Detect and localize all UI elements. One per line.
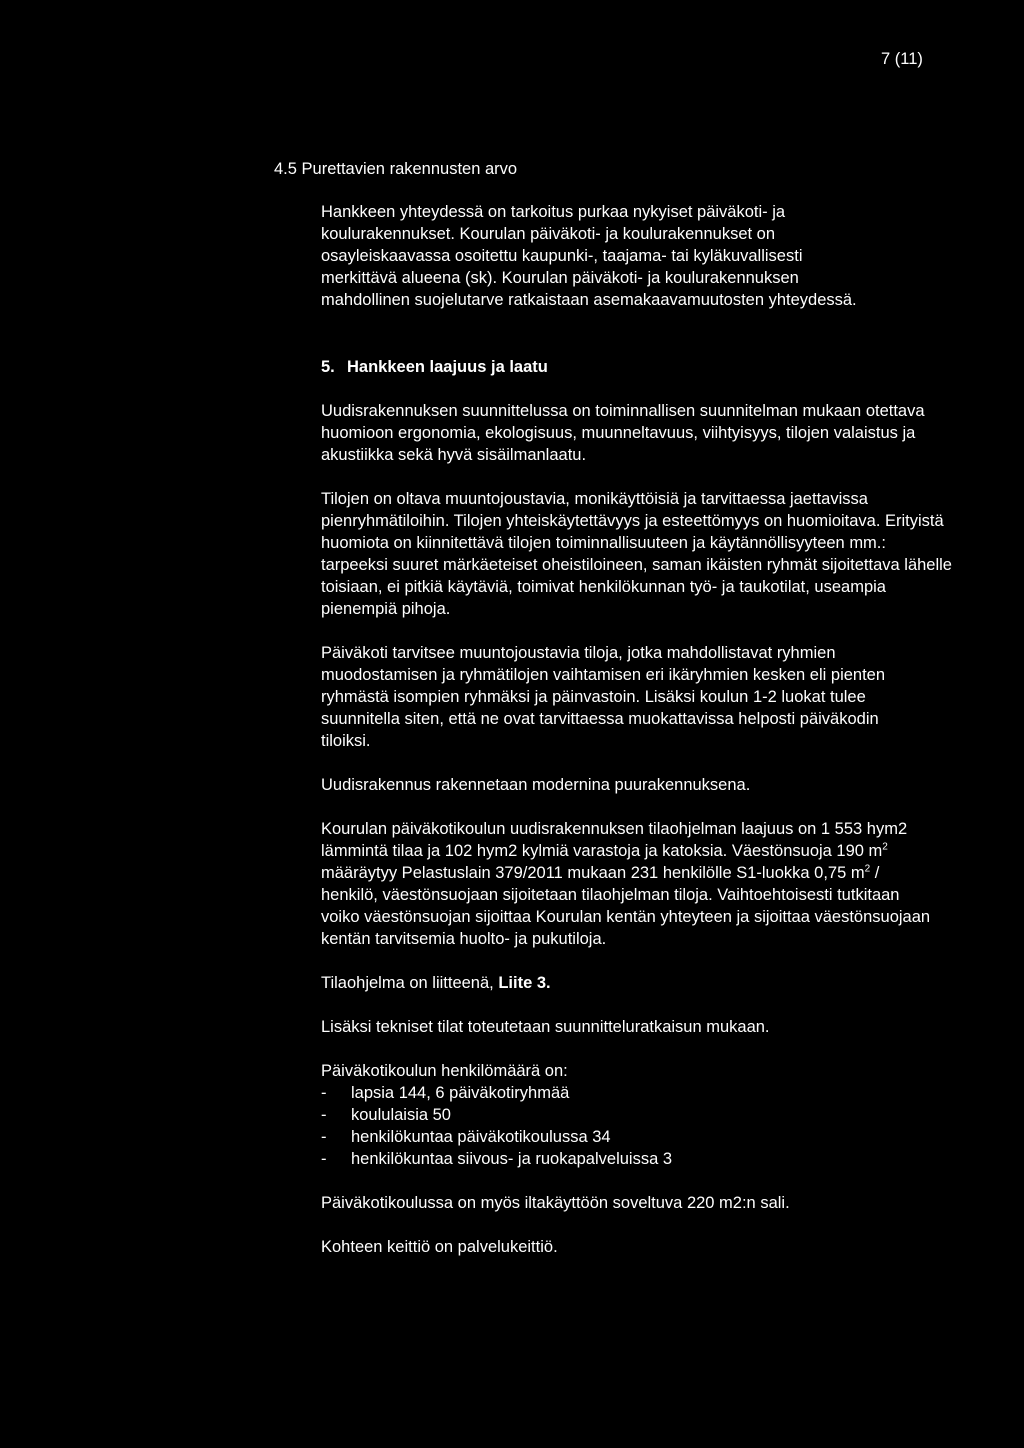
paragraph-headcount-intro: Päiväkotikoulun henkilömäärä on:: [321, 1062, 568, 1080]
paragraph-technical-spaces: Lisäksi tekniset tilat toteutetaan suunnitteluratkaisun mukaan.: [321, 1018, 770, 1036]
paragraph-hall: Päiväkotikoulussa on myös iltakäyttöön soveltuva 220 m2:n sali.: [321, 1194, 790, 1212]
superscript-2: 2: [882, 841, 888, 853]
list-dash: -: [321, 1150, 327, 1168]
list-item: [321, 1104, 961, 1126]
paragraph-space-program: [321, 818, 939, 950]
appendix-reference: Liite 3.: [498, 974, 551, 992]
list-item: [321, 1126, 961, 1148]
section-heading-5: [321, 356, 961, 378]
paragraph-adaptability: Tilojen on oltava muuntojoustavia, monikäyttöisiä ja tarvittaessa jaettavissa pienryhmätiloihin. Tilojen yhteiskäytettävyys ja esteettömyys on huomioitava. Erityistä huomiota on kiinnitettävä tilojen toiminnallisuuteen ja käytännöllisyyteen mm.: tarpeeksi suuret märkäeteiset oheistiloineen, saman ikäisten ryhmät sijoitettava lähelle toisiaan, ei pitkiä käytäviä, toimivat henkilökunnan työ- ja taukotilat, useampia pienempiä pihoja.: [321, 490, 952, 618]
list-dash: -: [321, 1106, 327, 1124]
paragraph-design-principles: Uudisrakennuksen suunnittelussa on toiminnallisen suunnitelman mukaan otettava huomioon ergonomia, ekologisuus, muunneltavuus, viihtyisyys, tilojen valaistus ja akustiikka sekä hyvä sisäilmanlaatu.: [321, 402, 925, 464]
page-number: 7 (11): [881, 50, 923, 68]
headcount-list: [321, 1082, 961, 1170]
paragraph-construction-type: Uudisrakennus rakennetaan modernina puurakennuksena.: [321, 776, 751, 794]
section-number: 5.: [321, 358, 335, 376]
section-title: Hankkeen laajuus ja laatu: [347, 358, 548, 376]
space-program-text-c: / henkilö, väestönsuojaan sijoitetaan tilaohjelman tiloja. Vaihtoehtoisesti tutkitaan voiko väestönsuojan sijoittaa Kourulan kentän yhteyteen ja sijoittaa väestönsuojaan kentän tarvitsemia huolto- ja pukutiloja.: [321, 864, 931, 948]
paragraph-daycare-needs: Päiväkoti tarvitsee muuntojoustavia tiloja, jotka mahdollistavat ryhmien muodostamisen ja ryhmätilojen vaihtamisen eri ikäryhmien kesken eli pienten ryhmästä isompien ryhmäksi ja päinvastoin. Lisäksi koulun 1-2 luokat tulee suunnitella siten, että ne ovat tarvittaessa muokattavissa helposti päiväkodin tiloiksi.: [321, 644, 886, 750]
paragraph-demolition: Hankkeen yhteydessä on tarkoitus purkaa nykyiset päiväkoti- ja koulurakennukset. Kourulan päiväkoti- ja koulurakennukset on osayleiskaavassa osoitettu kaupunki-, taajama- tai kyläkuvallisesti merkittävä alueena (sk). Kourulan päiväkoti- ja koulurakennuksen mahdollinen suojelutarve ratkaistaan asemakaavamuutosten yhteydessä.: [321, 203, 857, 309]
list-dash: -: [321, 1128, 327, 1146]
list-item: [321, 1148, 961, 1170]
list-item: [321, 1082, 961, 1104]
list-item-text: henkilökuntaa siivous- ja ruokapalveluissa 3: [351, 1150, 673, 1168]
appendix-text: Tilaohjelma on liitteenä,: [321, 974, 499, 992]
paragraph-kitchen: Kohteen keittiö on palvelukeittiö.: [321, 1238, 558, 1256]
superscript-2: 2: [864, 863, 871, 875]
space-program-text-b: määräytyy Pelastuslain 379/2011 mukaan 231 henkilölle S1-luokka 0,75 m: [321, 864, 865, 882]
list-item-text: lapsia 144, 6 päiväkotiryhmää: [351, 1084, 570, 1102]
section-heading-4-5: 4.5 Purettavien rakennusten arvo: [274, 160, 518, 178]
paragraph-appendix: [321, 972, 961, 994]
list-dash: -: [321, 1084, 327, 1102]
space-program-text-a: Kourulan päiväkotikoulun uudisrakennuksen tilaohjelman laajuus on 1 553 hym2 lämmintä tilaa ja 102 hym2 kylmiä varastoja ja katoksia. Väestönsuoja 190 m: [321, 820, 908, 860]
document-body: [321, 201, 961, 1258]
list-item-text: henkilökuntaa päiväkotikoulussa 34: [351, 1128, 611, 1146]
list-item-text: koululaisia 50: [351, 1106, 451, 1124]
